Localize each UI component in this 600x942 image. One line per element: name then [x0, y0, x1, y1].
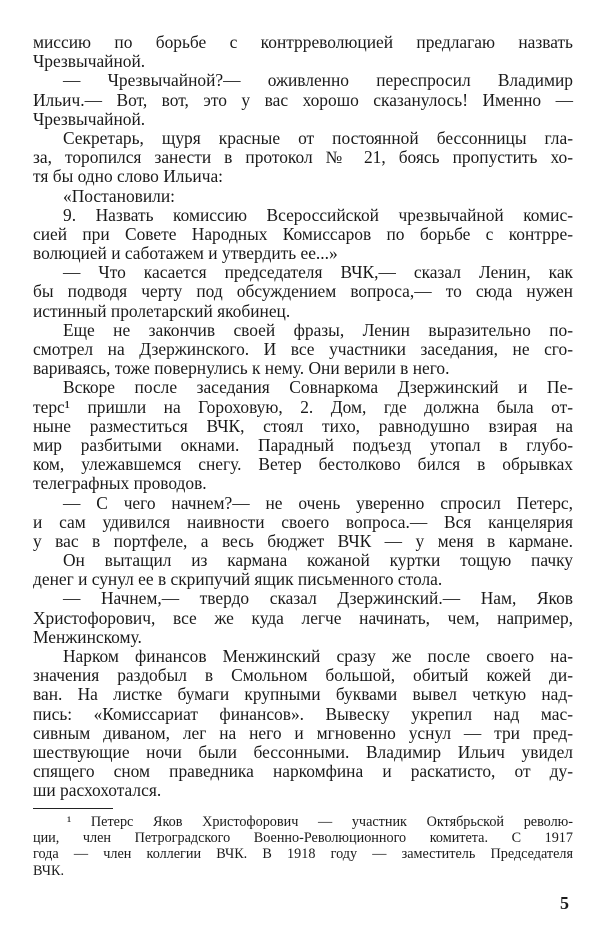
footnote-rule	[33, 808, 113, 809]
footnote	[33, 814, 573, 879]
text-line: сивным диваном, лег на него и мгновенно уснул — три пред-	[33, 722, 573, 743]
text-line: 9. Назвать комиссию Всероссийской чрезвычайной комис-	[63, 204, 573, 225]
text-line: Менжинскому.	[33, 626, 142, 647]
footnote-line: ¹ Петерс Яков Христофорович — участник Октябрьской револю-	[67, 814, 573, 830]
text-line: вариваясь, тоже повернулись к нему. Они верили в него.	[33, 358, 450, 379]
text-line: бы подводя черту под обсуждением вопроса,— то сюда нужен	[33, 281, 573, 302]
text-line: ван. На листке бумаги крупными буквами вывел четкую над-	[33, 684, 573, 705]
text-line: Он вытащил из кармана кожаной куртки тощую пачку	[63, 550, 573, 571]
text-line: Еще не закончив своей фразы, Ленин выразительно по-	[63, 319, 573, 340]
text-line: у вас в портфеле, а весь бюджет ВЧК — у меня в кармане.	[33, 530, 573, 551]
text-line: спящего сном праведника наркомфина и раскатисто, от ду-	[33, 761, 573, 782]
text-line: — Что касается председателя ВЧК,— сказал Ленин, как	[63, 262, 573, 283]
text-line: терс¹ пришли на Гороховую, 2. Дом, где должна была от-	[33, 396, 573, 417]
text-line: Чрезвычайной.	[33, 108, 146, 129]
main-text	[33, 33, 573, 801]
text-line: Вскоре после заседания Совнаркома Дзержинский и Пе-	[63, 377, 573, 398]
text-line: Ильич.— Вот, вот, это у вас хорошо сказанулось! Именно —	[33, 89, 573, 110]
text-line: ком, улежавшемся снегу. Ветер бестолково бился в обрывках	[33, 454, 573, 475]
text-line: шествующие ночи были бессонными. Владимир Ильич увидел	[33, 741, 573, 762]
text-line: «Постановили:	[63, 185, 175, 206]
text-line: истинный пролетарский якобинец.	[33, 300, 291, 321]
text-line: телеграфных проводов.	[33, 473, 207, 494]
text-line: мир разбитыми окнами. Парадный подъезд утопал в глубо-	[33, 434, 573, 455]
text-line: Секретарь, щуря красные от постоянной бессонницы гла-	[63, 127, 573, 148]
text-line: Христофорович, все же куда легче начинать, чем, например,	[33, 607, 573, 628]
text-line: сией при Совете Народных Комиссаров по борьбе с контрре-	[33, 223, 573, 244]
text-line: тя бы одно слово Ильича:	[33, 166, 223, 187]
page-number: 5	[560, 893, 569, 913]
footnote-line: ВЧК.	[33, 862, 64, 879]
text-line: ныне разместиться ВЧК, стоял тихо, равнодушно взирая на	[33, 415, 573, 436]
text-line: миссию по борьбе с контрреволюцией предлагаю назвать	[33, 32, 573, 52]
text-line: за, торопился занести в протокол № 21, боясь пропустить хо-	[33, 147, 573, 168]
text-line: значения раздобыл в Смольном большой, обитый кожей ди-	[33, 665, 573, 686]
text-line: денег и сунул ее в скрипучий ящик письменного стола.	[33, 569, 443, 590]
text-line: Чрезвычайной.	[33, 51, 146, 72]
footnote-line: года — член коллегии ВЧК. В 1918 году — заместитель Председателя	[33, 846, 573, 863]
text-line: — Чрезвычайной?— оживленно переспросил Владимир	[63, 70, 573, 91]
text-line: — Начнем,— твердо сказал Дзержинский.— Нам, Яков	[63, 588, 573, 609]
text-line: Нарком финансов Менжинский сразу же после своего на-	[63, 646, 573, 666]
text-line: — С чего начнем?— не очень уверенно спросил Петерс,	[63, 492, 573, 513]
text-line: смотрел на Дзержинского. И все участники заседания, не сго-	[33, 339, 573, 359]
text-line: и сам удивился наивности своего вопроса.— Вся канцелярия	[33, 511, 573, 532]
footnote-line: ции, член Петроградского Военно-Революционного комитета. С 1917	[33, 830, 573, 847]
text-line: пись: «Комиссариат финансов». Вывеску укрепил над мас-	[33, 703, 573, 724]
text-line: ши расхохотался.	[33, 780, 162, 801]
text-line: волюцией и саботажем и утвердить ее...»	[33, 243, 338, 264]
